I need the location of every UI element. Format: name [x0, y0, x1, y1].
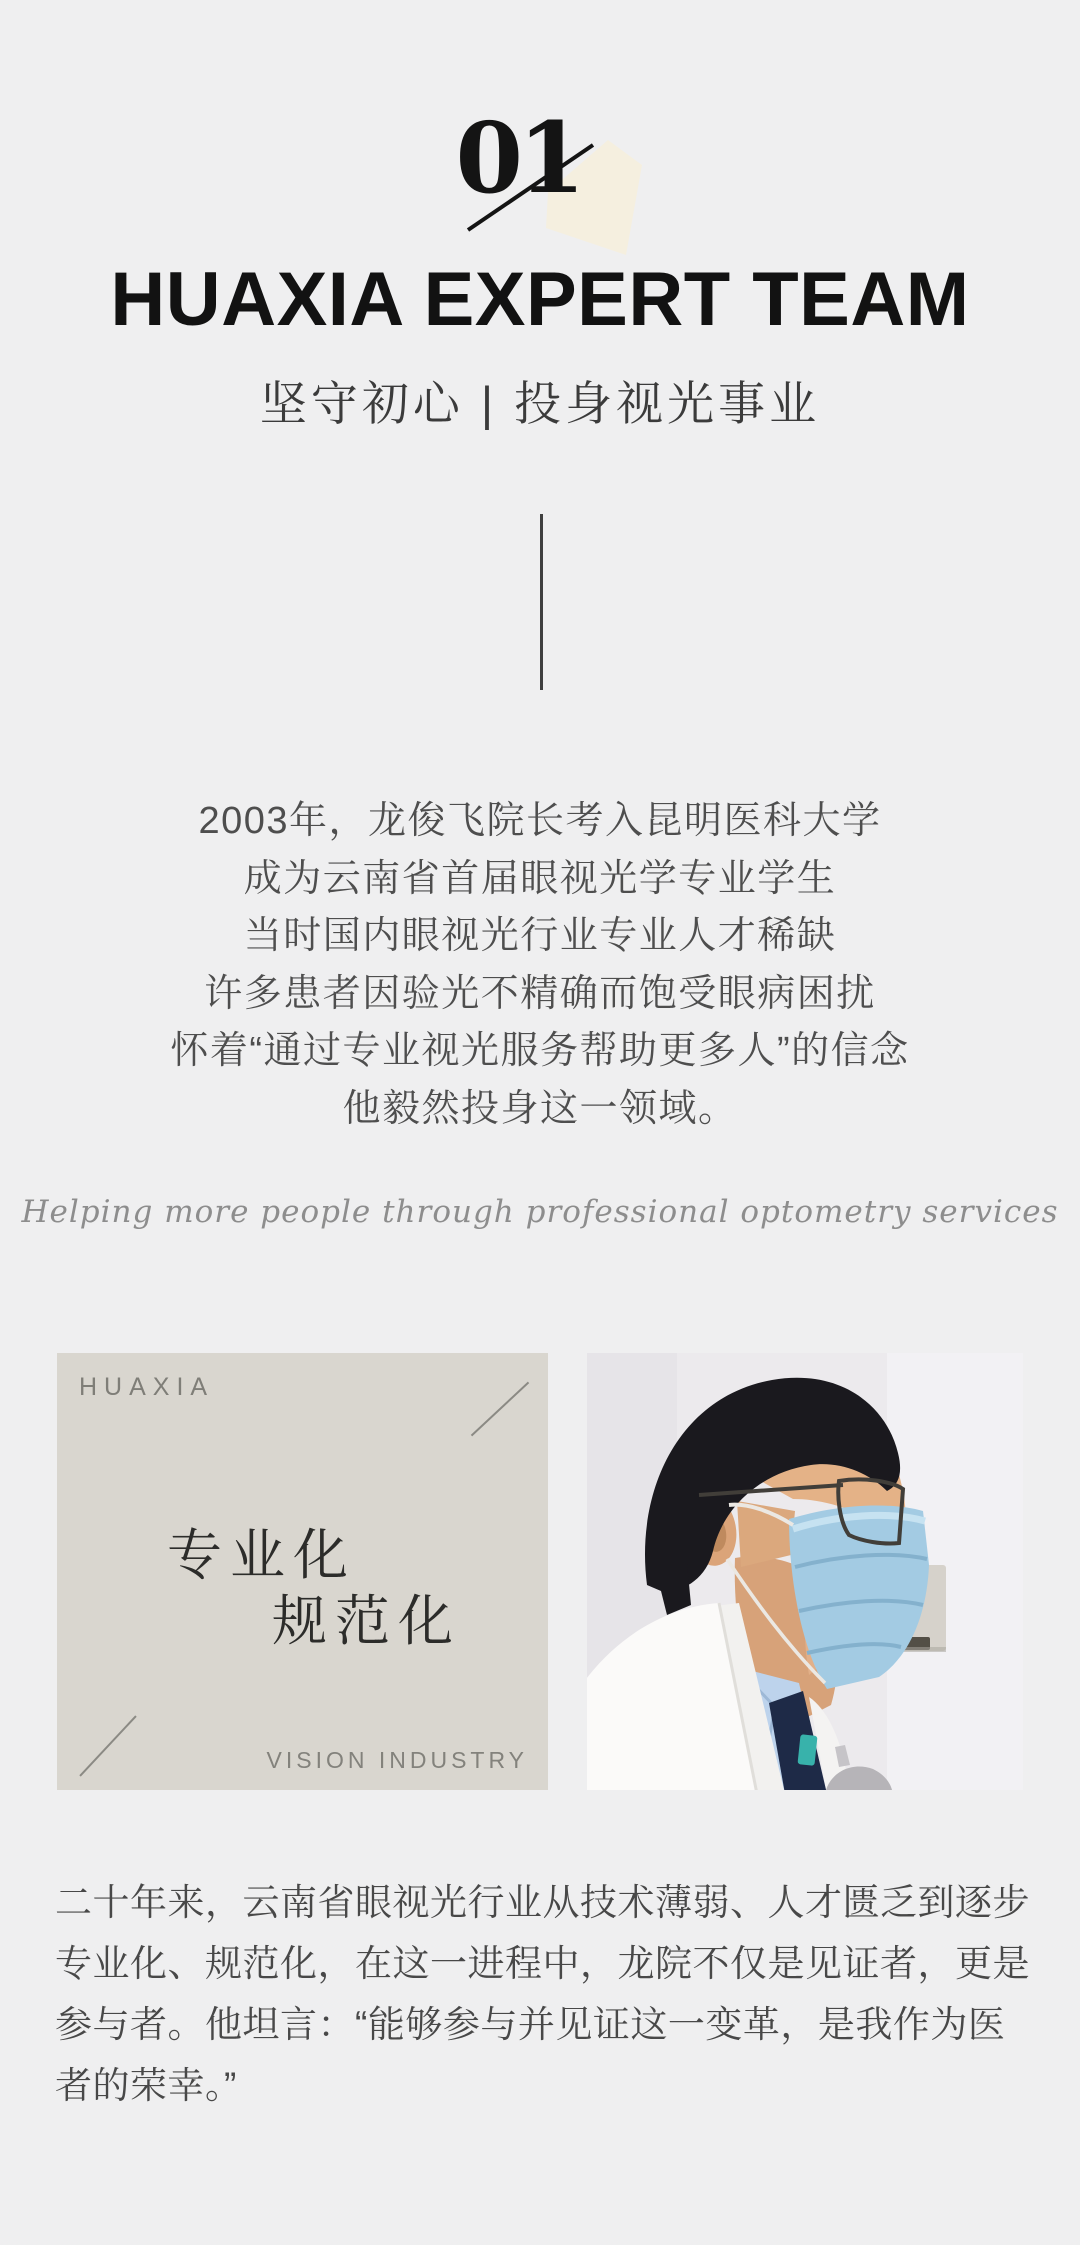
closing-line: 参与者。他坦言：“能够参与并见证这一变革，是我作为医 — [55, 2004, 1006, 2045]
closing-line: 者的荣幸。” — [55, 2065, 237, 2106]
diagonal-line — [471, 1382, 529, 1437]
brand-card — [57, 1353, 548, 1790]
vertical-divider — [540, 514, 543, 690]
doctor-portrait-illustration — [587, 1353, 1023, 1790]
card-keyword-2: 规范化 — [272, 1590, 462, 1652]
card-footer-label: VISION INDUSTRY — [266, 1747, 528, 1773]
page-subtitle: 坚守初心 | 投身视光事业 — [259, 377, 821, 430]
closing-line: 专业化、规范化，在这一进程中，龙院不仅是见证者，更是 — [55, 1943, 1030, 1984]
card-brand-label: HUAXIA — [79, 1373, 215, 1401]
intro-paragraph — [0, 793, 1080, 1138]
intro-line: 他毅然投身这一领域。 — [342, 1087, 738, 1130]
closing-paragraph — [55, 1872, 1030, 2116]
closing-line: 二十年来，云南省眼视光行业从技术薄弱、人才匮乏到逐步 — [55, 1882, 1030, 1923]
section-number: 01 — [455, 101, 581, 215]
diagonal-line — [79, 1715, 136, 1776]
intro-line: 怀着“通过专业视光服务帮助更多人”的信念 — [170, 1030, 910, 1072]
intro-line: 当时国内眼视光行业专业人才稀缺 — [243, 915, 837, 957]
card-keyword-1: 专业化 — [167, 1524, 357, 1586]
english-tagline: Helping more people through professional optometry services — [21, 1194, 1059, 1230]
intro-line: 成为云南省首届眼视光学专业学生 — [243, 857, 837, 900]
intro-line: 2003年，龙俊飞院长考入昆明医科大学 — [198, 800, 882, 842]
page-title: HUAXIA EXPERT TEAM — [110, 257, 970, 342]
intro-line: 许多患者因验光不精确而饱受眼病困扰 — [204, 972, 876, 1015]
doctor-portrait-photo — [587, 1353, 1023, 1790]
